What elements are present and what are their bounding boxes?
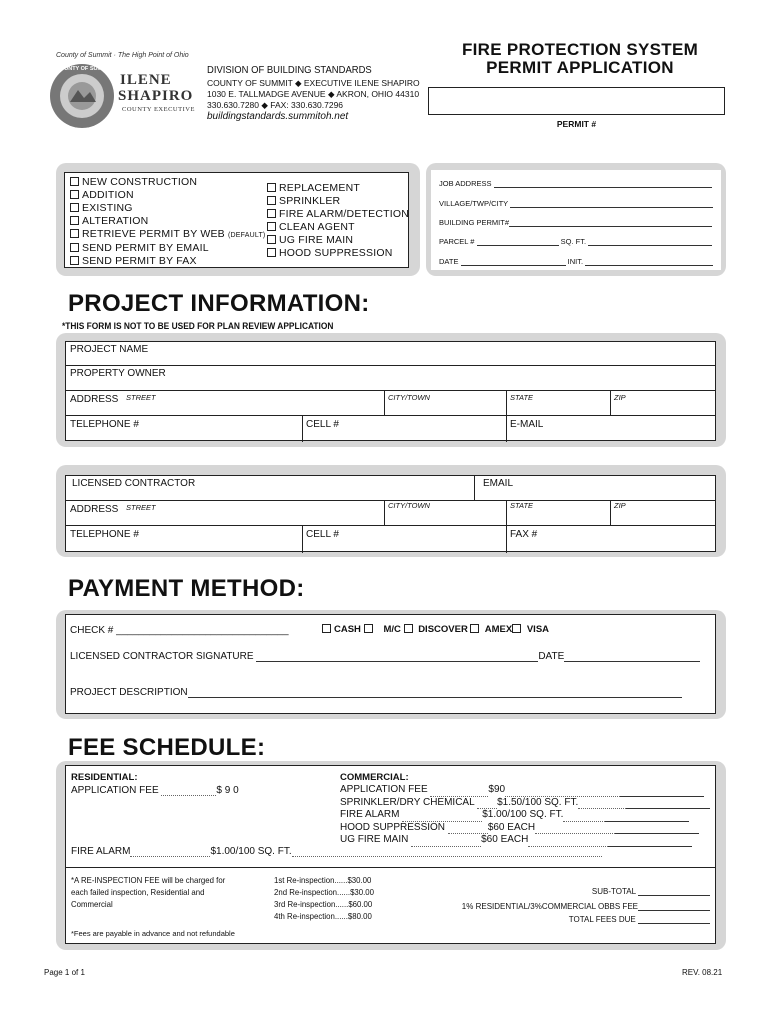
checkbox-icon: [70, 256, 79, 265]
state-label[interactable]: STATE: [510, 501, 534, 510]
checkbox-icon: [267, 222, 276, 231]
checkbox-icon: [470, 624, 479, 633]
village-field[interactable]: VILLAGE/TWP/CITY: [439, 199, 713, 208]
residential-application-fee: APPLICATION FEE $ 9 0: [71, 785, 239, 796]
advance-note: *Fees are payable in advance and not refundable: [71, 929, 235, 938]
option-new-construction[interactable]: NEW CONSTRUCTION: [70, 176, 265, 189]
street-label: STREET: [126, 393, 156, 402]
option-send-email[interactable]: SEND PERMIT BY EMAIL: [70, 242, 265, 255]
checkbox-icon: [70, 190, 79, 199]
revision: REV. 08.21: [682, 968, 723, 977]
logo-seal-text: COUNTY OF SUMMIT: [56, 66, 112, 72]
logo-title: COUNTY EXECUTIVE: [122, 106, 195, 113]
contractor-address-field[interactable]: ADDRESS: [70, 504, 119, 515]
project-email-field[interactable]: E-MAIL: [510, 419, 544, 430]
obbs-fee-field[interactable]: 1% RESIDENTIAL/3%COMMERCIAL OBBS FEE: [462, 902, 710, 911]
plan-review-note: *THIS FORM IS NOT TO BE USED FOR PLAN REVIEW APPLICATION: [62, 321, 334, 331]
project-telephone-field[interactable]: TELEPHONE #: [70, 419, 139, 430]
job-info-panel: [426, 163, 726, 276]
logo-name-last: SHAPIRO: [118, 88, 194, 104]
checkbox-icon: [267, 183, 276, 192]
payment-box: [65, 614, 716, 714]
checkbox-icon: [267, 196, 276, 205]
zip-label[interactable]: ZIP: [614, 501, 626, 510]
permit-type-box: [64, 172, 409, 268]
option-retrieve-web[interactable]: RETRIEVE PERMIT BY WEB (DEFAULT): [70, 228, 265, 242]
option-ug-fire-main[interactable]: UG FIRE MAIN: [267, 234, 409, 247]
logo-tagline: County of Summit · The High Point of Ohio: [56, 52, 189, 59]
signature-date-label: DATE: [538, 651, 565, 662]
checkbox-icon: [70, 229, 79, 238]
reinspection-fee-4: 4th Re-inspection......$80.00: [274, 911, 372, 921]
reinspection-fee-1: 1st Re-inspection......$30.00: [274, 875, 372, 885]
property-owner-field[interactable]: PROPERTY OWNER: [70, 368, 166, 379]
reinspection-fee-2: 2nd Re-inspection......$30.00: [274, 887, 374, 897]
payment-options: [322, 624, 549, 635]
city-label[interactable]: CITY/TOWN: [388, 501, 430, 510]
check-number-field[interactable]: CHECK # _______________________________: [70, 625, 289, 636]
county-seal-icon: [48, 62, 116, 130]
checkbox-icon: [322, 624, 331, 633]
commercial-fee-list: [340, 784, 710, 847]
reinspection-fees: [274, 874, 377, 922]
contractor-panel: [56, 465, 726, 557]
project-panel: [56, 333, 726, 447]
checkbox-icon: [404, 624, 413, 633]
parcel-field[interactable]: PARCEL # SQ. FT.: [439, 237, 712, 246]
permit-label: PERMIT #: [556, 119, 597, 129]
permit-type-panel: [56, 163, 420, 276]
commercial-heading: COMMERCIAL:: [340, 772, 409, 783]
job-info-box: [431, 170, 721, 270]
job-address-field[interactable]: JOB ADDRESS: [439, 179, 712, 188]
payment-heading: PAYMENT METHOD:: [68, 575, 305, 602]
option-alteration[interactable]: ALTERATION: [70, 215, 265, 228]
amex-option[interactable]: AMEX: [485, 624, 524, 635]
project-description-field[interactable]: PROJECT DESCRIPTION: [70, 687, 682, 698]
page-number: Page 1 of 1: [44, 968, 85, 977]
checkbox-icon: [364, 624, 373, 633]
visa-option[interactable]: VISA: [526, 624, 550, 635]
checkbox-icon: [267, 209, 276, 218]
contractor-email-field[interactable]: EMAIL: [483, 478, 514, 489]
state-label[interactable]: STATE: [510, 393, 534, 402]
fee-panel: [56, 761, 726, 950]
logo-name-first: ILENE: [120, 72, 172, 88]
option-send-fax[interactable]: SEND PERMIT BY FAX: [70, 255, 265, 268]
option-addition[interactable]: ADDITION: [70, 189, 265, 202]
project-address-field[interactable]: ADDRESS: [70, 394, 119, 405]
commercial-fee-hood: HOOD SUPPRESSION $60 EACH: [340, 822, 710, 835]
form-title-2: PERMIT APPLICATION: [486, 58, 674, 77]
option-replacement[interactable]: REPLACEMENT: [267, 182, 409, 195]
date-field[interactable]: DATE INIT.: [439, 257, 713, 266]
form-title-1: FIRE PROTECTION SYSTEM: [461, 40, 699, 59]
contractor-fax-field[interactable]: FAX #: [510, 529, 538, 540]
option-fire-alarm[interactable]: FIRE ALARM/DETECTION: [267, 208, 409, 221]
zip-label[interactable]: ZIP: [614, 393, 626, 402]
licensed-contractor-field[interactable]: LICENSED CONTRACTOR: [72, 478, 196, 489]
option-hood-suppression[interactable]: HOOD SUPPRESSION: [267, 247, 409, 260]
project-table: [65, 341, 716, 441]
subtotal-field[interactable]: SUB-TOTAL: [592, 887, 710, 896]
residential-fire-alarm-fee: FIRE ALARM $1.00/100 SQ. FT.: [71, 846, 602, 857]
residential-heading: RESIDENTIAL:: [71, 772, 138, 783]
contractor-table: [65, 475, 716, 552]
contractor-cell-field[interactable]: CELL #: [306, 529, 339, 540]
reinspection-fee-3: 3rd Re-inspection......$60.00: [274, 899, 373, 909]
project-cell-field[interactable]: CELL #: [306, 419, 339, 430]
total-fees-field[interactable]: TOTAL FEES DUE: [569, 915, 710, 924]
county-logo: [46, 52, 194, 132]
project-name-field[interactable]: PROJECT NAME: [70, 344, 149, 355]
fee-box: [65, 765, 716, 944]
city-label[interactable]: CITY/TOWN: [388, 393, 430, 402]
cash-option[interactable]: CASH: [322, 624, 376, 635]
commercial-fee-sprinkler: SPRINKLER/DRY CHEMICAL $1.50/100 SQ. FT.: [340, 797, 710, 810]
checkbox-icon: [70, 216, 79, 225]
reinspection-note: *A RE-INSPECTION FEE will be charged for each failed inspection, Residential and Commercial: [71, 875, 226, 909]
commercial-fee-fire-alarm: FIRE ALARM $1.00/100 SQ. FT.: [340, 809, 710, 822]
mc-option[interactable]: M/C: [383, 624, 415, 635]
checkbox-icon: [70, 203, 79, 212]
checkbox-icon: [512, 624, 521, 633]
address-line-2: 1030 E. TALLMADGE AVENUE ◆ AKRON, OHIO 44310: [207, 89, 420, 99]
building-permit-field[interactable]: BUILDING PERMIT#: [439, 218, 712, 227]
discover-option[interactable]: DISCOVER: [418, 624, 482, 635]
payment-panel: [56, 610, 726, 719]
checkbox-icon: [70, 177, 79, 186]
fee-schedule-heading: FEE SCHEDULE:: [68, 734, 266, 761]
default-note: (DEFAULT): [228, 232, 266, 239]
signature-field[interactable]: LICENSED CONTRACTOR SIGNATURE DATE: [70, 651, 700, 662]
option-sprinkler[interactable]: SPRINKLER: [267, 195, 409, 208]
street-label: STREET: [126, 503, 156, 512]
option-clean-agent[interactable]: CLEAN AGENT: [267, 221, 409, 234]
contractor-telephone-field[interactable]: TELEPHONE #: [70, 529, 139, 540]
permit-number-field[interactable]: [428, 87, 725, 115]
project-info-heading: PROJECT INFORMATION:: [68, 290, 370, 317]
checkbox-icon: [267, 248, 276, 257]
division-name: DIVISION OF BUILDING STANDARDS: [207, 64, 372, 76]
address-line-1: COUNTY OF SUMMIT ◆ EXECUTIVE ILENE SHAPIRO: [207, 78, 420, 88]
address-line-3: 330.630.7280 ◆ FAX: 330.630.7296: [207, 100, 344, 110]
checkbox-icon: [70, 243, 79, 252]
commercial-fee-ug-main: UG FIRE MAIN $60 EACH: [340, 834, 710, 847]
option-existing[interactable]: EXISTING: [70, 202, 265, 215]
checkbox-icon: [267, 235, 276, 244]
commercial-fee-application: APPLICATION FEE $90: [340, 784, 710, 797]
website[interactable]: buildingstandards.summitoh.net: [207, 111, 349, 122]
